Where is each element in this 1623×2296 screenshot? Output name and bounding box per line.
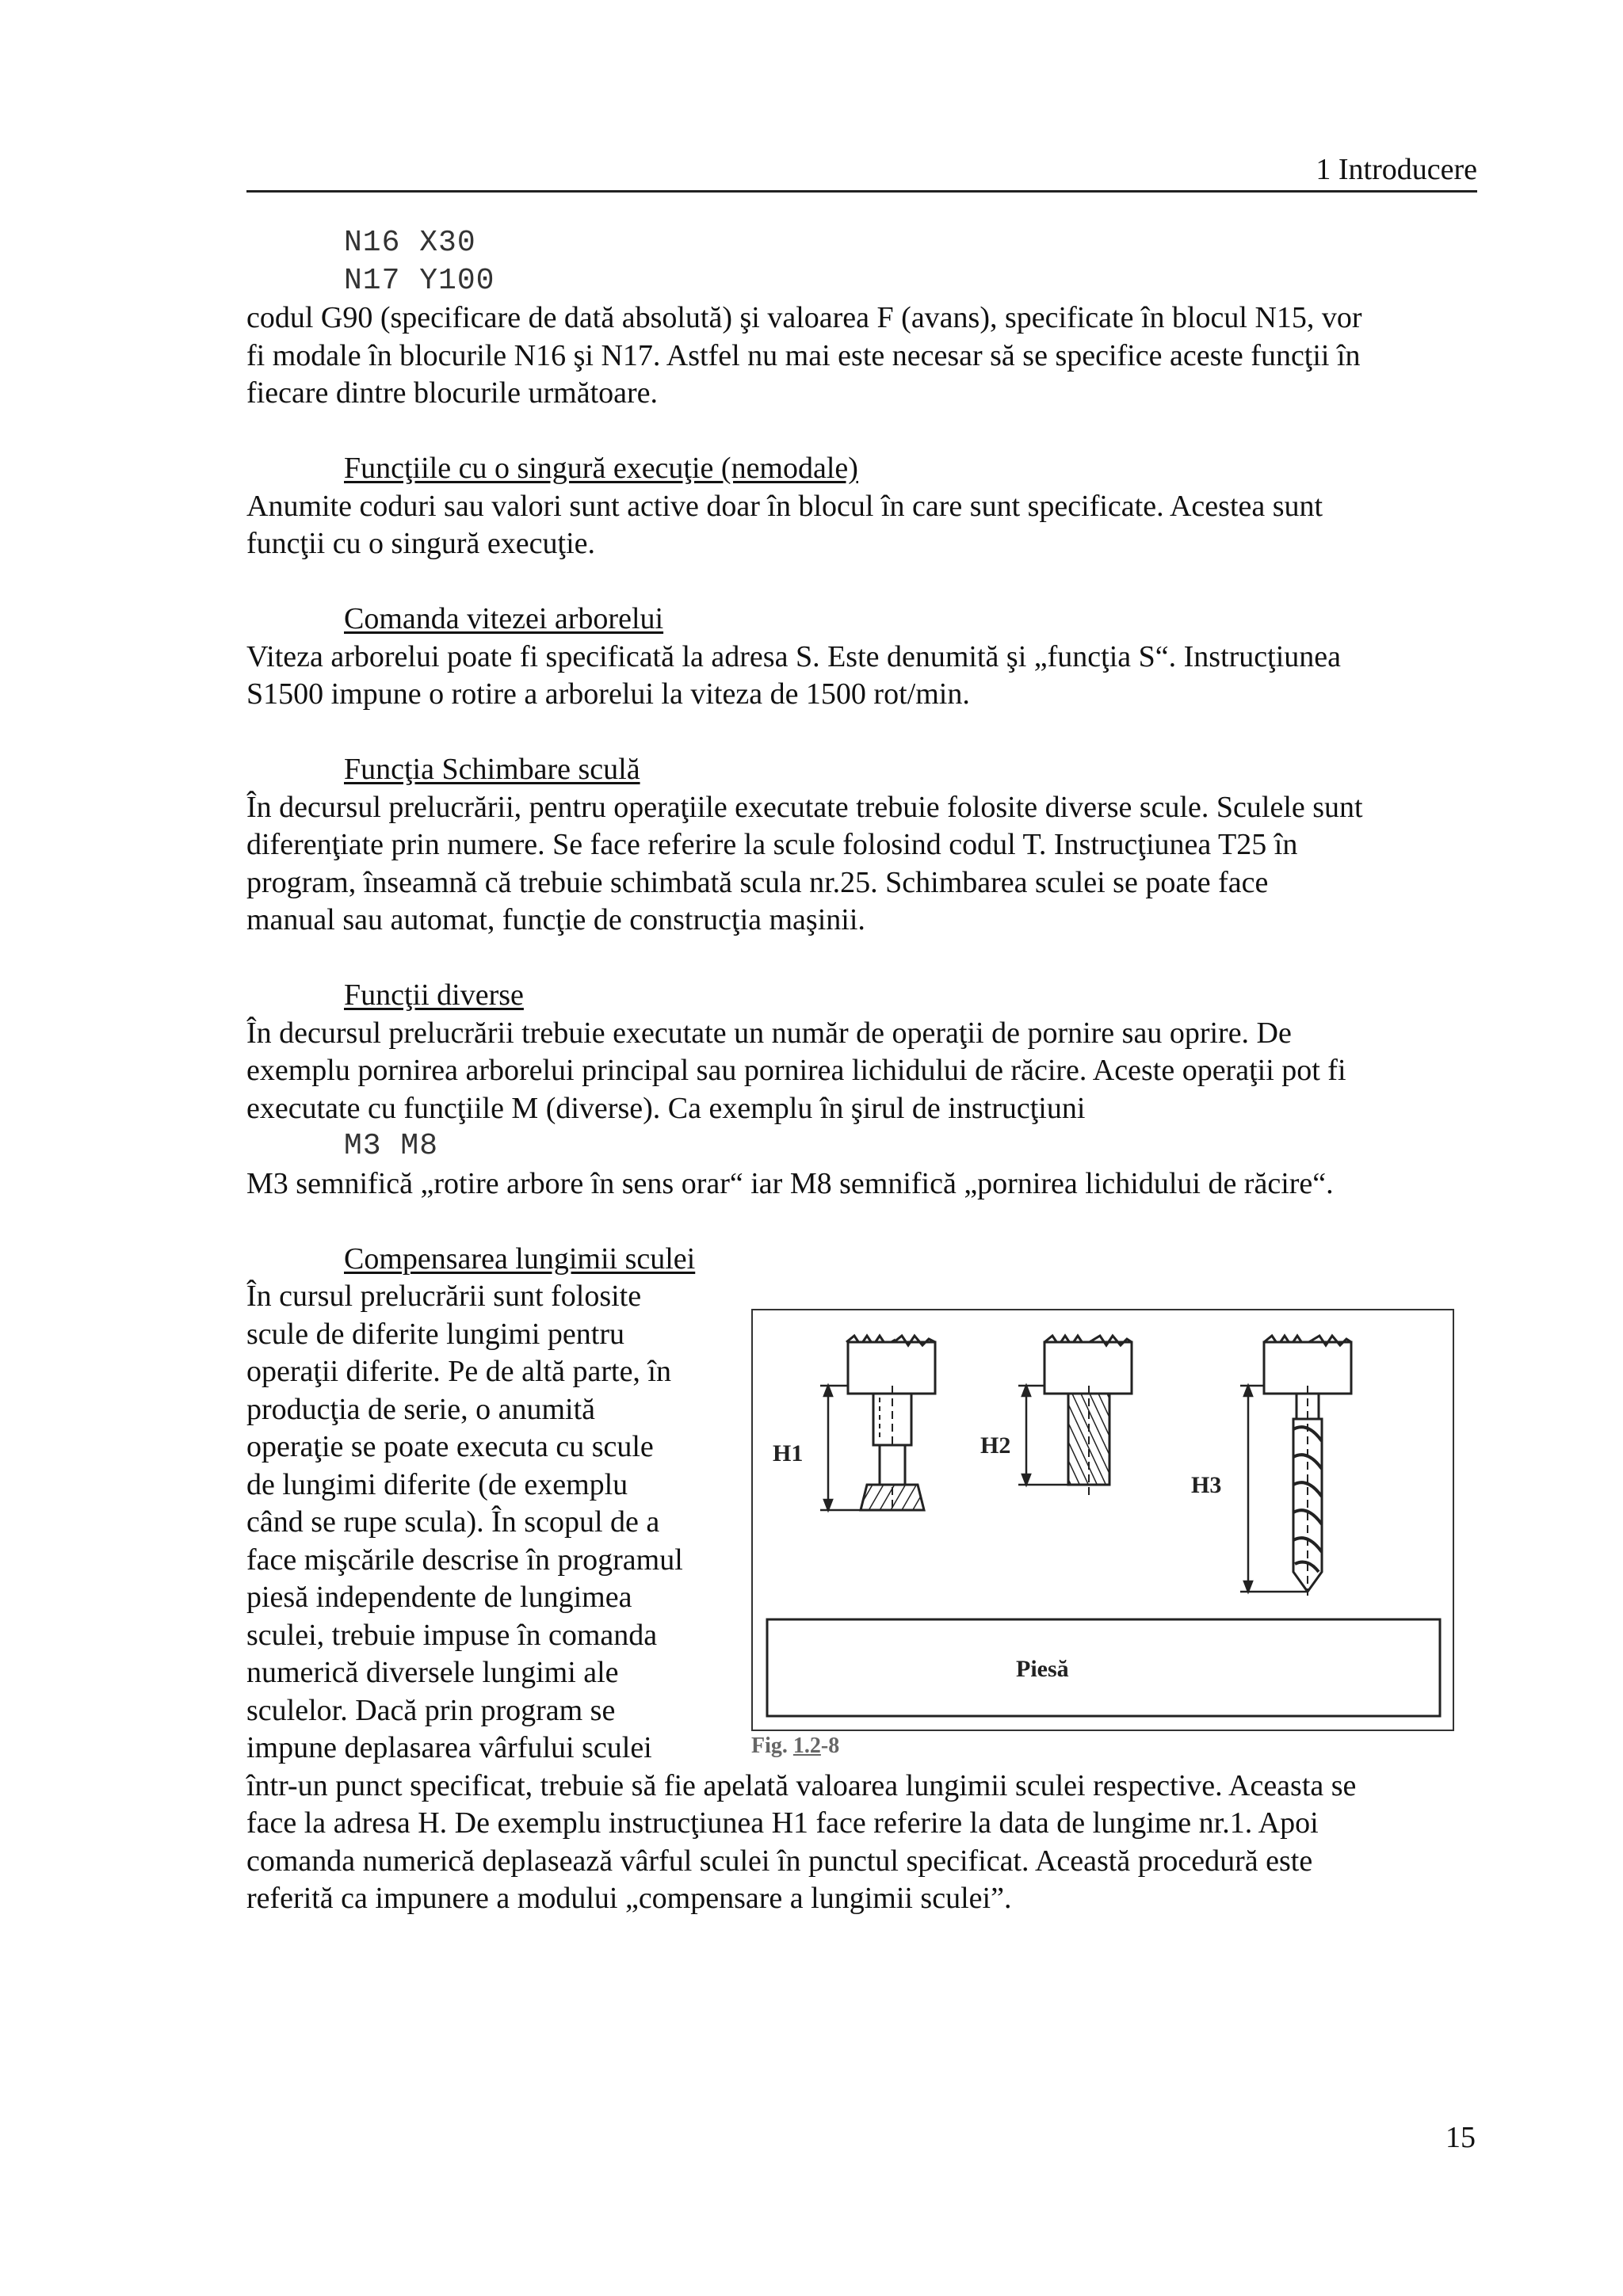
paragraph-line: S1500 impune o rotire a arborelui la viteza de 1500 rot/min. [246, 677, 970, 711]
page-number: 15 [1445, 2121, 1476, 2154]
paragraph-line: Anumite coduri sau valori sunt active doar în blocul în care sunt specificate. Acestea sunt [246, 489, 1323, 523]
paragraph-line: piesă independente de lungimea [246, 1581, 632, 1614]
caption-prefix: Fig. [751, 1733, 788, 1758]
paragraph-line: de lungimi diferite (de exemplu [246, 1467, 628, 1501]
paragraph-line: impune deplasarea vârfului sculei [246, 1731, 652, 1764]
paragraph-line: Viteza arborelui poate fi specificată la adresa S. Este denumită şi „funcţia S“. Instrucţiunea [246, 639, 1341, 673]
caption-number: 1.2 [792, 1733, 821, 1758]
paragraph-line: program, înseamnă că trebuie schimbată scula nr.25. Schimbarea sculei se poate face [246, 865, 1269, 899]
paragraph-line: funcţii cu o singură execuţie. [246, 527, 596, 560]
figure-caption [751, 1733, 839, 1759]
paragraph-line: operaţie se poate executa cu scule [246, 1430, 654, 1463]
paragraph-line: fiecare dintre blocurile următoare. [246, 376, 659, 410]
section-heading-misc-functions: Funcţii diverse [344, 978, 524, 1012]
paragraph-line: În decursul prelucrării trebuie executate un număr de operaţii de pornire sau oprire. De [246, 1016, 1292, 1050]
dimension-h1 [820, 1386, 864, 1510]
label-h2: H2 [980, 1432, 1011, 1459]
caption-suffix: -8 [820, 1733, 840, 1758]
paragraph-line: În decursul prelucrării, pentru operaţiile executate trebuie folosite diverse scule. Sculele sunt [246, 790, 1363, 824]
paragraph-line: scule de diferite lungimi pentru [246, 1317, 624, 1351]
paragraph-line: producţia de serie, o anumită [246, 1392, 596, 1426]
code-line: M3 M8 [344, 1129, 439, 1163]
paragraph-line: diferenţiate prin numere. Se face referire la scule folosind codul T. Instrucţiunea T25 în [246, 828, 1298, 861]
workpiece [767, 1619, 1440, 1716]
paragraph-line: codul G90 (specificare de dată absolută) şi valoarea F (avans), specificate în blocul N15, vor [246, 301, 1362, 334]
tool-1-face-mill [846, 1336, 935, 1510]
paragraph-line: M3 semnifică „rotire arbore în sens orar“ iar M8 semnifică „pornirea lichidului de răcire“. [246, 1166, 1334, 1200]
dimension-h2 [1018, 1386, 1068, 1485]
paragraph-line: manual sau automat, funcţie de construcţia maşinii. [246, 903, 865, 936]
label-h1: H1 [773, 1440, 804, 1466]
tool-2-end-mill [1044, 1336, 1132, 1497]
paragraph-line: executate cu funcţiile M (diverse). Ca exemplu în şirul de instrucţiuni [246, 1091, 1086, 1125]
section-heading-tool-length-compensation: Compensarea lungimii sculei [344, 1241, 696, 1276]
label-piece: Piesă [1016, 1656, 1069, 1682]
section-heading-spindle-speed: Comanda vitezei arborelui [344, 602, 664, 635]
tool-length-diagram [753, 1310, 1456, 1733]
tool-length-figure [751, 1309, 1454, 1731]
paragraph-line: face mişcările descrise în programul [246, 1543, 683, 1577]
paragraph-line: operaţii diferite. Pe de altă parte, în [246, 1355, 671, 1388]
label-h3: H3 [1191, 1472, 1222, 1498]
paragraph-line: referită ca impunere a modului „compensare a lungimii sculei”. [246, 1882, 1012, 1915]
paragraph-line: numerică diversele lungimi ale [246, 1656, 619, 1689]
paragraph-line: sculei, trebuie impuse în comanda [246, 1618, 658, 1652]
section-heading-nonmodal: Funcţiile cu o singură execuţie (nemodale) [344, 452, 858, 485]
paragraph-line: sculelor. Dacă prin program se [246, 1693, 616, 1727]
paragraph-line: fi modale în blocurile N16 şi N17. Astfel nu mai este necesar să se specifice aceste funcţii în [246, 338, 1361, 372]
code-line: N16 X30 [344, 226, 476, 260]
paragraph-line: În cursul prelucrării sunt folosite [246, 1280, 642, 1313]
code-line: N17 Y100 [344, 263, 495, 298]
paragraph-line: comanda numerică deplasează vârful sculei în punctul specificat. Această procedură este [246, 1844, 1313, 1878]
section-heading-tool-change: Funcţia Schimbare sculă [344, 753, 640, 786]
chapter-title: 1 Introducere [1316, 153, 1477, 186]
paragraph-line: când se rupe scula). În scopul de a [246, 1505, 660, 1539]
tool-3-drill [1264, 1336, 1351, 1596]
paragraph-line: exemplu pornirea arborelui principal sau pornirea lichidului de răcire. Aceste operaţii pot fi [246, 1054, 1346, 1087]
paragraph-line: într-un punct specificat, trebuie să fie apelată valoarea lungimii sculei respective. Aceasta se [246, 1768, 1357, 1802]
paragraph-line: face la adresa H. De exemplu instrucţiunea H1 face referire la data de lungime nr.1. Apoi [246, 1806, 1319, 1840]
page-header [246, 155, 1477, 193]
